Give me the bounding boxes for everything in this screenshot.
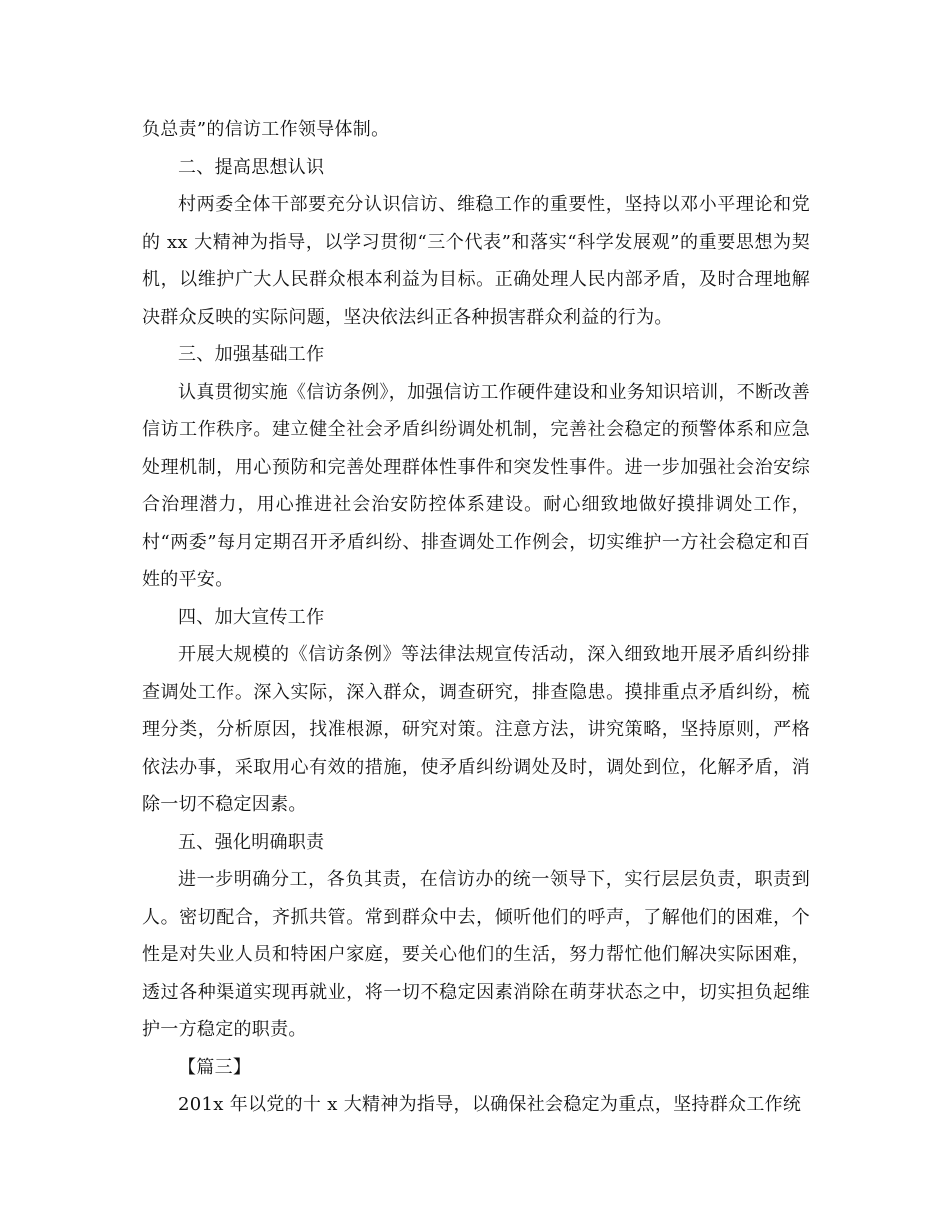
section-heading-5: 五、强化明确职责 — [178, 831, 325, 853]
paragraph-section-2: 村两委全体干部要充分认识信访、维稳工作的重要性，坚持以邓小平理论和党的 xx 大精神为指导，以学习贯彻“三个代表”和落实“科学发展观”的重要思想为契机，以维护广大人民群众根本利益为目标。正确处理人民内部矛盾，及时合理地解决群众反映的实际问题，坚决依法纠正各种损害群众利益的行为。 — [142, 194, 810, 328]
section-heading-2: 二、提高思想认识 — [178, 156, 325, 178]
section-heading-3: 三、加强基础工作 — [178, 344, 325, 365]
paragraph-section-5: 进一步明确分工，各负其责，在信访办的统一领导下，实行层层负责，职责到人。密切配合，齐抓共管。常到群众中去，倾听他们的呼声，了解他们的困难，个性是对失业人员和特困户家庭，要关心他们的生活，努力帮忙他们解决实际困难，透过各种渠道实现再就业，将一切不稳定因素消除在萌芽状态之中，切实担负起维护一方稳定的职责。 — [142, 869, 810, 1040]
paragraph-section-4: 开展大规模的《信访条例》等法律法规宣传活动，深入细致地开展矛盾纠纷排查调处工作。深入实际，深入群众，调查研究，排查隐患。摸排重点矛盾纠纷，梳理分类，分析原因，找准根源，研究对策。注意方法，讲究策略，坚持原则，严格依法办事，采取用心有效的措施，使矛盾纠纷调处及时，调处到位，化解矛盾，消除一切不稳定因素。 — [142, 644, 810, 815]
paragraph-continuation: 负总责”的信访工作领导体制。 — [142, 119, 390, 140]
paragraph-part-3-intro: 201x 年以党的十 x 大精神为指导，以确保社会稳定为重点，坚持群众工作统 — [178, 1094, 802, 1115]
part-heading-3: 【篇三】 — [178, 1056, 252, 1078]
section-heading-4: 四、加大宣传工作 — [178, 606, 325, 628]
document-body — [142, 111, 810, 1124]
paragraph-section-3: 认真贯彻实施《信访条例》，加强信访工作硬件建设和业务知识培训，不断改善信访工作秩序。建立健全社会矛盾纠纷调处机制，完善社会稳定的预警体系和应急处理机制，用心预防和完善处理群体性事件和突发性事件。进一步加强社会治安综合治理潜力，用心推进社会治安防控体系建设。耐心细致地做好摸排调处工作，村“两委”每月定期召开矛盾纠纷、排查调处工作例会，切实维护一方社会稳定和百姓的平安。 — [142, 381, 810, 590]
